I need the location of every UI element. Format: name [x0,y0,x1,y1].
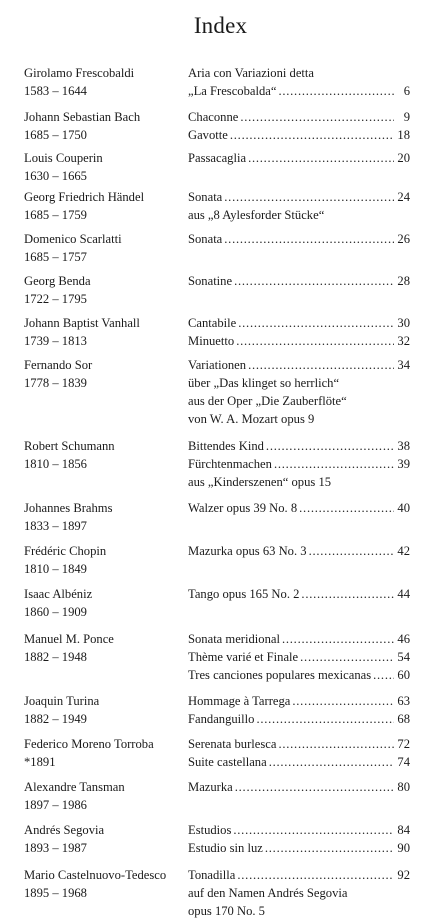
composer-block [24,437,188,491]
work-title: von W. A. Mozart opus 9 [188,412,315,426]
work-line [188,585,410,603]
composer-name: Johann Baptist Vanhall [24,316,140,330]
works-block [188,585,410,621]
composer-block [24,630,188,684]
work-line [188,410,410,428]
composer-name: Johannes Brahms [24,501,113,515]
work-title: opus 170 No. 5 [188,904,265,918]
composer-dates: 1722 – 1795 [24,292,87,306]
composer-block [24,108,188,144]
dot-leader [236,332,394,350]
index-entry [24,64,410,100]
work-title: Variationen [188,358,247,372]
work-title: Fandanguillo [188,712,255,726]
works-block [188,230,410,266]
composer-name: Georg Benda [24,274,91,288]
dot-leader [248,149,394,167]
composer-name: Isaac Albéniz [24,587,93,601]
composer-dates: 1685 – 1757 [24,250,87,264]
index-entry [24,821,410,857]
work-line [188,126,410,144]
composer-block [24,735,188,771]
work-title: Passacaglia [188,151,247,165]
work-title: Tonadilla [188,868,236,882]
work-line [188,206,410,224]
composer-name: Robert Schumann [24,439,115,453]
work-line [188,314,410,332]
works-block [188,188,410,224]
work-line [188,710,410,728]
page-number: 72 [397,737,410,751]
page-number: 38 [397,439,410,453]
work-title: Bittendes Kind [188,439,264,453]
dot-leader [269,753,394,771]
index-entry [24,230,410,266]
composer-block [24,542,188,578]
dot-leader [274,455,394,473]
work-line [188,392,410,410]
work-line [188,272,410,290]
work-line [188,884,410,902]
dot-leader [224,230,394,248]
works-block [188,821,410,857]
page-number: 30 [397,316,410,330]
composer-dates: 1893 – 1987 [24,841,87,855]
index-entry [24,314,410,350]
work-line [188,230,410,248]
page-title: Index [193,13,248,38]
work-line [188,374,410,392]
composer-dates: 1739 – 1813 [24,334,87,348]
works-block [188,314,410,350]
composer-block [24,499,188,535]
work-title: „La Frescobalda“ [188,84,277,98]
page-number: 60 [397,668,410,682]
composer-block [24,230,188,266]
work-line [188,332,410,350]
work-title: Hommage à Tarrega [188,694,291,708]
index-entry [24,149,410,185]
works-block [188,692,410,728]
composer-block [24,188,188,224]
work-title: aus „8 Aylesforder Stücke“ [188,208,325,222]
dot-leader [230,126,394,144]
composer-dates: 1860 – 1909 [24,605,87,619]
work-title: aus der Oper „Die Zauberflöte“ [188,394,347,408]
work-title: Fürchtenmachen [188,457,272,471]
work-line [188,821,410,839]
composer-dates: *1891 [24,755,56,769]
work-title: Aria con Variazioni detta [188,66,315,80]
page-number: 92 [397,868,410,882]
composer-block [24,272,188,308]
page-number: 9 [403,110,410,124]
page-number: 44 [397,587,410,601]
work-title: Estudios [188,823,232,837]
index-entry [24,692,410,728]
work-line [188,455,410,473]
index-entry [24,499,410,535]
composer-name: Alexandre Tansman [24,780,125,794]
work-line [188,692,410,710]
index-entry [24,437,410,491]
work-title: auf den Namen Andrés Segovia [188,886,348,900]
page-number: 24 [397,190,410,204]
work-title: Chaconne [188,110,239,124]
dot-leader [234,272,394,290]
work-title: Tres canciones populares mexicanas [188,668,372,682]
work-title: Sonata meridional [188,632,280,646]
works-block [188,64,410,100]
works-block [188,866,410,920]
work-title: Thème varié et Finale [188,650,299,664]
work-line [188,735,410,753]
work-line [188,839,410,857]
composer-block [24,821,188,857]
work-line [188,188,410,206]
works-block [188,542,410,578]
work-line [188,666,410,684]
work-line [188,437,410,455]
composer-dates: 1810 – 1856 [24,457,87,471]
work-title: Gavotte [188,128,228,142]
index-entry [24,585,410,621]
composer-dates: 1583 – 1644 [24,84,87,98]
composer-name: Louis Couperin [24,151,103,165]
index-list [24,58,410,920]
page-number: 68 [397,712,410,726]
works-block [188,356,410,428]
composer-block [24,692,188,728]
work-title: Sonatine [188,274,233,288]
page-number: 6 [403,84,410,98]
work-title: Mazurka [188,780,233,794]
works-block [188,108,410,144]
index-entry [24,108,410,144]
page-number: 40 [397,501,410,515]
dot-leader [237,866,394,884]
composer-name: Joaquin Turina [24,694,100,708]
dot-leader [248,356,394,374]
page-number: 74 [397,755,410,769]
page-number: 42 [397,544,410,558]
work-line [188,499,410,517]
page-number: 34 [397,358,410,372]
works-block [188,499,410,535]
dot-leader [278,82,394,100]
composer-name: Fernando Sor [24,358,93,372]
index-entry [24,778,410,814]
dot-leader [224,188,394,206]
composer-dates: 1882 – 1949 [24,712,87,726]
work-line [188,82,410,100]
dot-leader [266,437,394,455]
work-line [188,648,410,666]
index-entry [24,735,410,771]
work-title: Sonata [188,232,223,246]
works-block [188,437,410,491]
work-line [188,473,410,491]
dot-leader [256,710,394,728]
works-block [188,735,410,771]
work-title: Sonata [188,190,223,204]
work-line [188,149,410,167]
page-number: 20 [397,151,410,165]
work-line [188,64,410,82]
page-number: 26 [397,232,410,246]
work-line [188,753,410,771]
composer-dates: 1810 – 1849 [24,562,87,576]
work-line [188,866,410,884]
index-entry [24,356,410,428]
work-title: Minuetto [188,334,235,348]
work-line [188,356,410,374]
page-number: 28 [397,274,410,288]
composer-name: Georg Friedrich Händel [24,190,145,204]
composer-name: Girolamo Frescobaldi [24,66,135,80]
dot-leader [373,666,394,684]
page-number: 63 [397,694,410,708]
work-title: aus „Kinderszenen“ opus 15 [188,475,332,489]
composer-name: Frédéric Chopin [24,544,107,558]
page-number: 39 [397,457,410,471]
composer-dates: 1685 – 1750 [24,128,87,142]
dot-leader [299,499,394,517]
dot-leader [240,108,394,126]
work-title: Mazurka opus 63 No. 3 [188,544,307,558]
composer-block [24,64,188,100]
composer-name: Federico Moreno Torroba [24,737,154,751]
index-entry [24,272,410,308]
composer-dates: 1897 – 1986 [24,798,87,812]
composer-dates: 1685 – 1759 [24,208,87,222]
index-entry [24,542,410,578]
dot-leader [238,314,394,332]
composer-name: Domenico Scarlatti [24,232,122,246]
dot-leader [282,630,394,648]
page-number: 80 [397,780,410,794]
dot-leader [292,692,394,710]
page-number: 46 [397,632,410,646]
composer-block [24,866,188,920]
work-title: Estudio sin luz [188,841,263,855]
composer-dates: 1882 – 1948 [24,650,87,664]
dot-leader [309,542,394,560]
composer-block [24,356,188,428]
page-number: 54 [397,650,410,664]
works-block [188,149,410,185]
composer-dates: 1833 – 1897 [24,519,87,533]
index-entry [24,630,410,684]
work-line [188,108,410,126]
work-title: über „Das klinget so herrlich“ [188,376,340,390]
dot-leader [300,648,394,666]
page-number: 18 [397,128,410,142]
composer-name: Mario Castelnuovo-Tedesco [24,868,167,882]
work-title: Tango opus 165 No. 2 [188,587,300,601]
work-title: Cantabile [188,316,237,330]
work-line [188,778,410,796]
page-number: 32 [397,334,410,348]
work-title: Serenata burlesca [188,737,277,751]
dot-leader [265,839,394,857]
composer-dates: 1895 – 1968 [24,886,87,900]
page-number: 90 [397,841,410,855]
composer-name: Andrés Segovia [24,823,105,837]
dot-leader [278,735,394,753]
index-entry [24,866,410,920]
composer-block [24,149,188,185]
composer-block [24,585,188,621]
works-block [188,778,410,814]
works-block [188,272,410,308]
index-entry [24,188,410,224]
composer-name: Johann Sebastian Bach [24,110,141,124]
dot-leader [235,778,394,796]
works-block [188,630,410,684]
page-number: 84 [397,823,410,837]
work-line [188,630,410,648]
dot-leader [233,821,394,839]
composer-block [24,778,188,814]
composer-dates: 1630 – 1665 [24,169,87,183]
work-line [188,902,410,920]
composer-name: Manuel M. Ponce [24,632,114,646]
work-line [188,542,410,560]
composer-block [24,314,188,350]
composer-dates: 1778 – 1839 [24,376,87,390]
work-title: Suite castellana [188,755,267,769]
work-title: Walzer opus 39 No. 8 [188,501,298,515]
dot-leader [301,585,394,603]
